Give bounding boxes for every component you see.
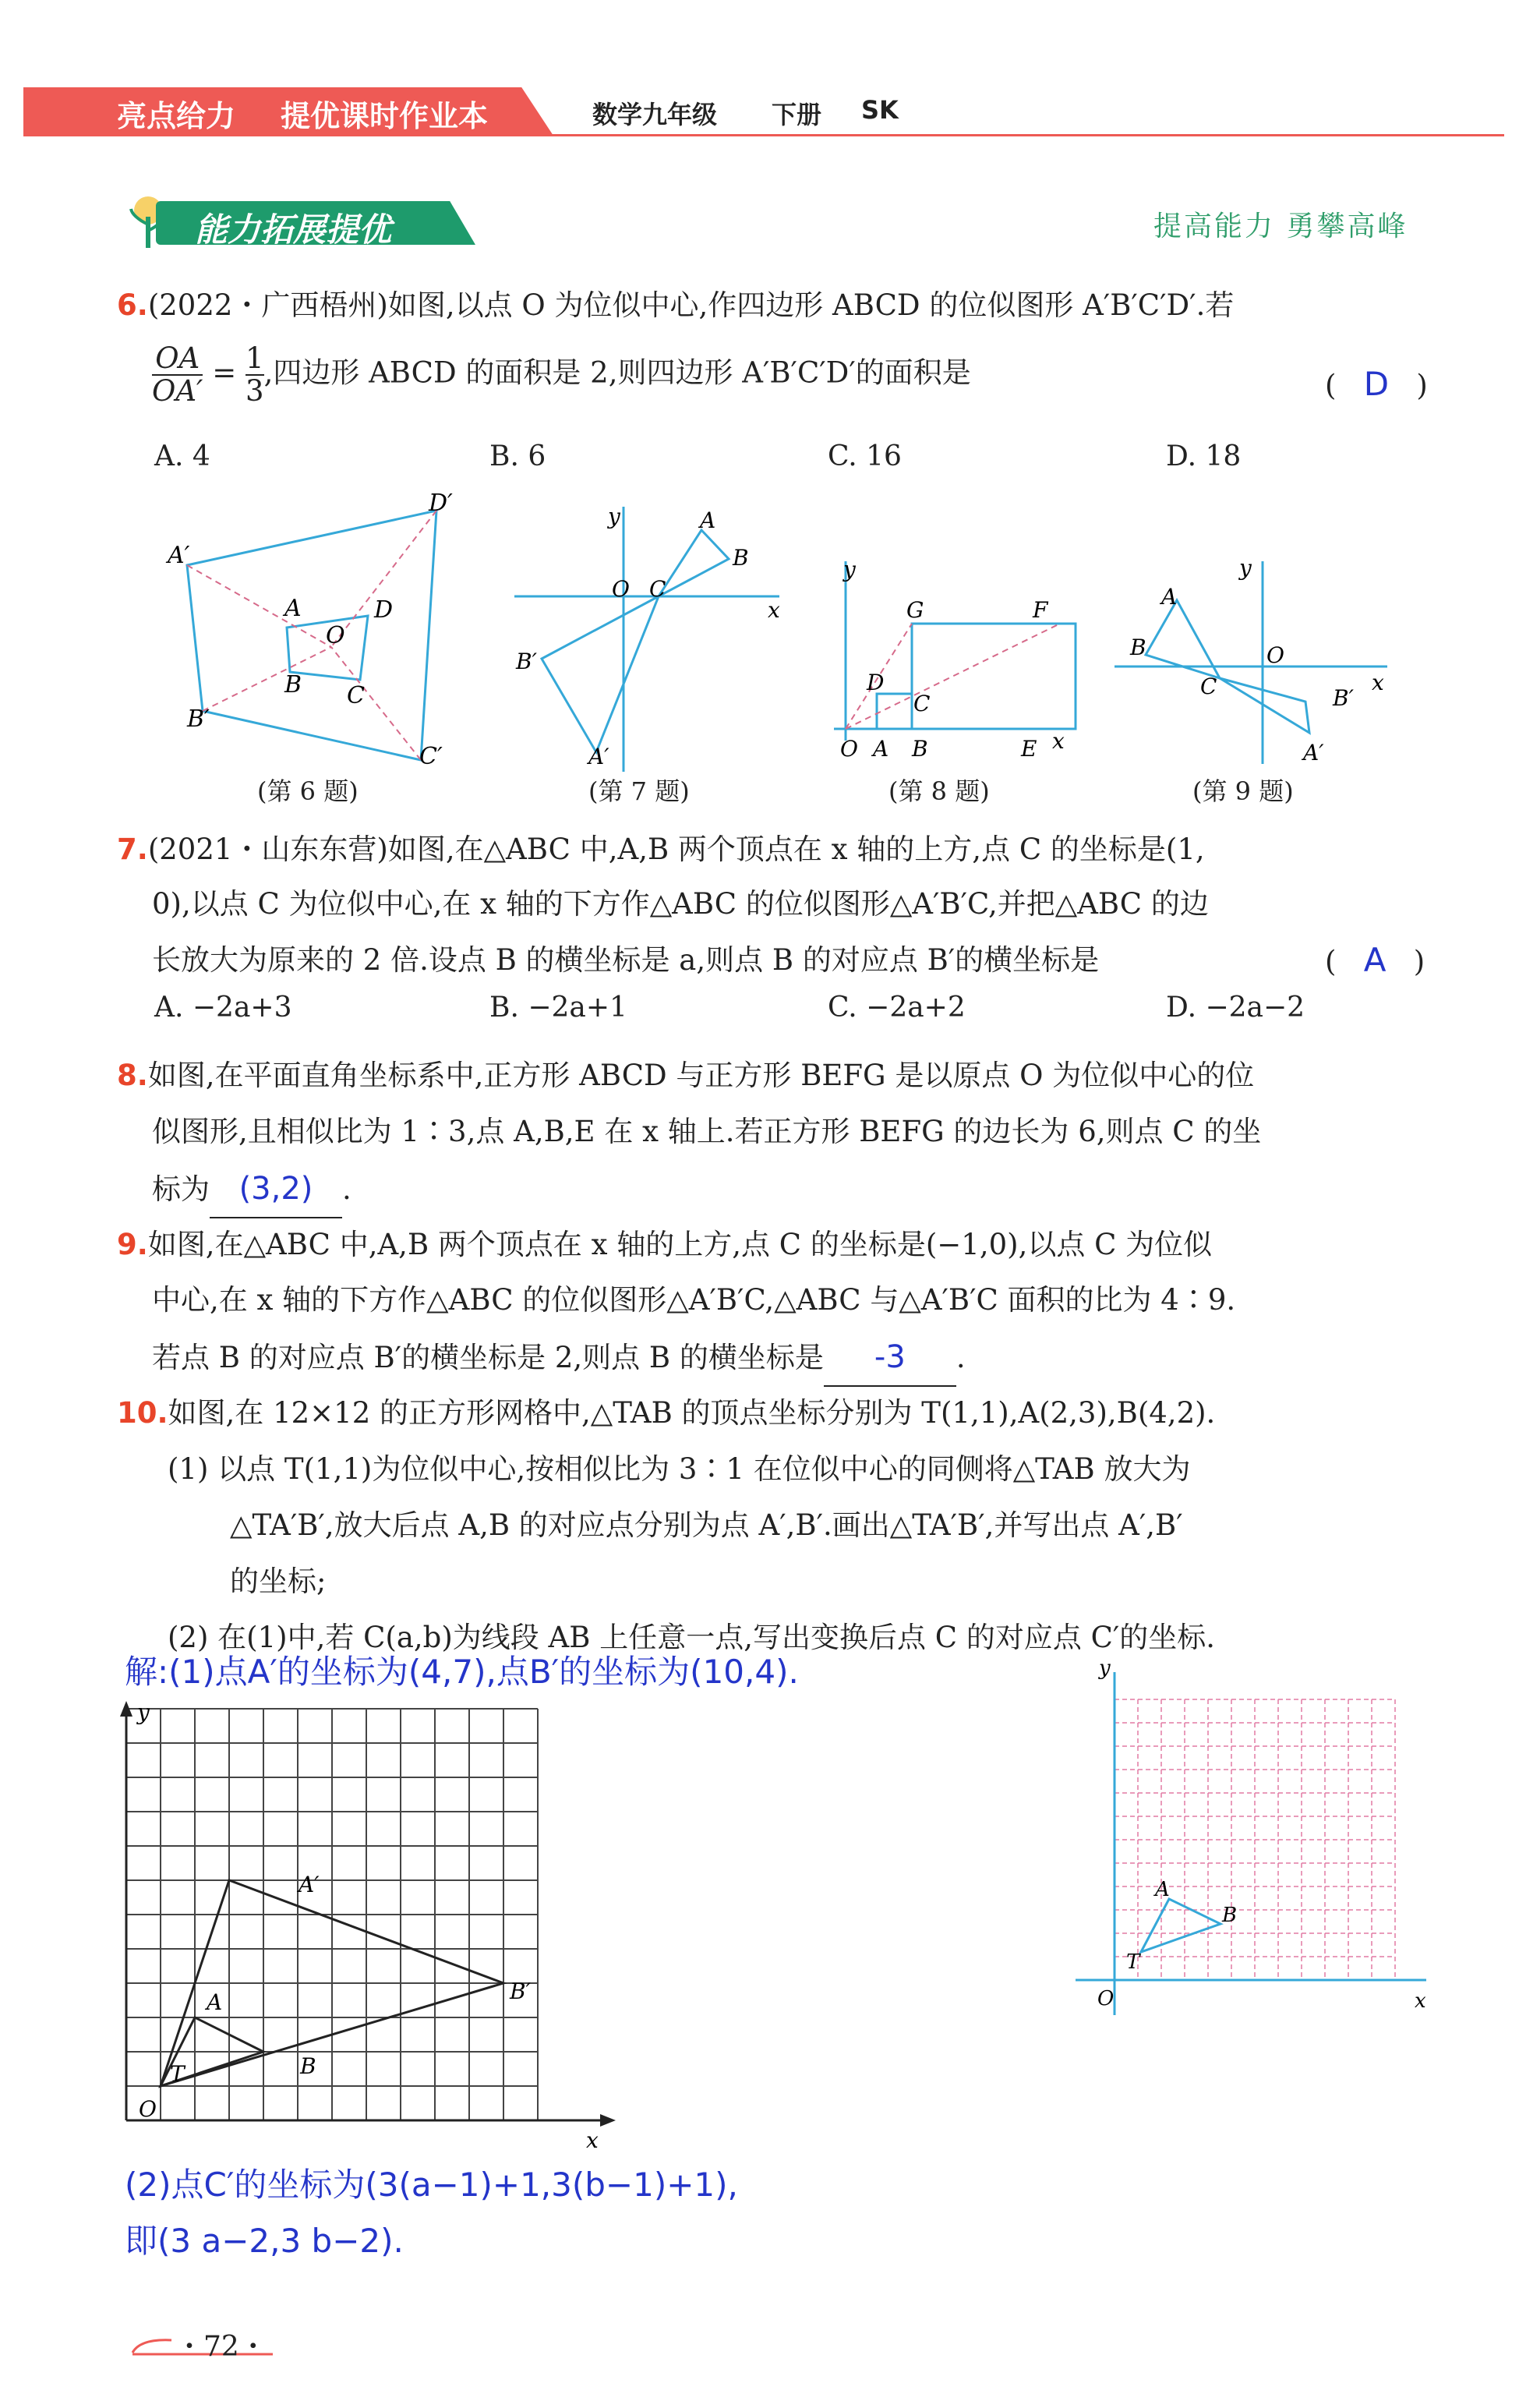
svg-text:y: y: [137, 1699, 150, 1725]
svg-text:y: y: [608, 504, 620, 529]
book-title: 提优课时作业本: [281, 99, 489, 133]
svg-text:B′: B′: [510, 1978, 531, 2004]
question-10-part1c: 的坐标;: [230, 1565, 327, 1598]
question-9-line2: 中心,在 x 轴的下方作△ABC 的位似图形△A′B′C,△ABC 与△A′B′C 面积的比为 4∶9.: [152, 1283, 1236, 1317]
page-number: ・72・: [175, 2331, 267, 2363]
svg-text:B′: B′: [516, 649, 537, 674]
svg-text:O: O: [840, 736, 858, 762]
caption-fig7: (第 7 题): [588, 776, 690, 806]
svg-text:A: A: [284, 595, 302, 622]
question-6-line2: $\frac{OA}{OA'}$ = $\frac{1}{3}$ ,四边形 ABCD 的面积是 2,则四边形 A′B′C′D′的面积是: [152, 341, 971, 408]
question-7-line2: 0),以点 C 为位似中心,在 x 轴的下方作△ABC 的位似图形△A′B′C,并把△ABC 的边: [152, 887, 1209, 921]
svg-text:O: O: [1266, 642, 1284, 668]
header-rule: [23, 134, 1504, 136]
volume: 下册: [772, 100, 822, 129]
svg-text:A: A: [873, 736, 889, 762]
option-c: C. 16: [828, 440, 902, 472]
question-7-line1: 7.(2021・山东东营)如图,在△ABC 中,A,B 两个顶点在 x 轴的上方,点 C 的坐标是(1,: [117, 833, 1205, 866]
svg-text:F: F: [1033, 597, 1048, 623]
svg-text:D: D: [374, 596, 394, 624]
fraction-oa: $\frac{OA}{OA'}$: [152, 341, 203, 408]
section-motto: 提高能力 勇攀高峰: [1153, 210, 1408, 242]
svg-text:B: B: [284, 671, 302, 698]
question-10-part2: (2) 在(1)中,若 C(a,b)为线段 AB 上任意一点,写出变换后点 C 的对应点 C′的坐标.: [168, 1621, 1216, 1654]
figure-8: [826, 546, 1083, 772]
svg-text:D: D: [867, 670, 885, 695]
question-8-line3: 标为 (3,2) .: [152, 1162, 351, 1218]
svg-text:O: O: [326, 622, 345, 649]
q8-answer: (3,2): [238, 1171, 313, 1207]
svg-text:x: x: [586, 2127, 599, 2153]
question-10-line1: 10.如图,在 12×12 的正方形网格中,△TAB 的顶点坐标分别为 T(1,1),A(2,3),B(4,2).: [117, 1396, 1216, 1430]
svg-text:A: A: [207, 1989, 223, 2015]
svg-text:G: G: [906, 597, 924, 623]
option-a: A. 4: [154, 440, 210, 472]
question-9-line3: 若点 B 的对应点 B′的横坐标是 2,则点 B 的横坐标是 -3 .: [152, 1330, 966, 1387]
svg-text:A: A: [700, 507, 716, 533]
figure-7: [499, 491, 795, 772]
q9-answer: -3: [874, 1339, 906, 1375]
caption-fig6: (第 6 题): [257, 776, 359, 806]
svg-text:y: y: [1239, 555, 1252, 581]
svg-text:x: x: [1415, 1989, 1426, 2013]
option-b: B. 6: [489, 440, 546, 472]
question-8-line2: 似图形,且相似比为 1∶3,点 A,B,E 在 x 轴上.若正方形 BEFG 的边长为 6,则点 C 的坐: [152, 1115, 1262, 1148]
svg-text:O: O: [1097, 1987, 1115, 2010]
svg-text:O: O: [139, 2096, 157, 2122]
caption-fig9: (第 9 题): [1192, 776, 1294, 806]
original-grid-figure: [1068, 1653, 1434, 2019]
svg-text:B: B: [1130, 635, 1146, 660]
svg-text:x: x: [1052, 728, 1065, 754]
caption-fig8: (第 8 题): [888, 776, 990, 806]
question-9-line1: 9.如图,在△ABC 中,A,B 两个顶点在 x 轴的上方,点 C 的坐标是(−1,0),以点 C 为位似: [117, 1228, 1213, 1261]
svg-text:B: B: [300, 2053, 316, 2079]
svg-text:O: O: [612, 576, 630, 602]
svg-text:y: y: [843, 557, 856, 582]
svg-text:T: T: [170, 2061, 185, 2087]
q7-option-d: D. −2a−2: [1166, 992, 1305, 1024]
question-10-part1a: (1) 以点 T(1,1)为位似中心,按相似比为 3∶1 在位似中心的同侧将△TAB 放大为: [168, 1452, 1191, 1486]
svg-text:A′: A′: [299, 1872, 320, 1897]
section-title: 能力拓展提优: [195, 210, 392, 249]
svg-text:A′: A′: [1303, 740, 1324, 766]
svg-text:A′: A′: [588, 744, 609, 769]
svg-text:C: C: [913, 691, 931, 716]
q7-option-b: B. −2a+1: [489, 992, 627, 1024]
edition: SK: [861, 95, 899, 125]
brand-name: 亮点给力: [117, 99, 236, 133]
fraction-one-third: $\frac{1}{3}$: [246, 341, 264, 408]
svg-text:C: C: [1200, 674, 1217, 699]
solution-line3: 即(3 a−2,3 b−2).: [125, 2222, 404, 2260]
svg-text:T: T: [1126, 1950, 1140, 1974]
svg-text:C: C: [649, 576, 666, 602]
svg-text:B: B: [733, 545, 749, 571]
solution-line1: 解:(1)点A′的坐标为(4,7),点B′的坐标为(10,4).: [125, 1653, 799, 1691]
svg-text:A′: A′: [168, 542, 190, 569]
figure-9: [1107, 546, 1403, 772]
question-8-line1: 8.如图,在平面直角坐标系中,正方形 ABCD 与正方形 BEFG 是以原点 O 为位似中心的位: [117, 1059, 1255, 1092]
svg-text:A: A: [1155, 1878, 1170, 1901]
svg-text:B′: B′: [187, 705, 210, 733]
svg-text:B: B: [1222, 1904, 1238, 1927]
question-7-line3: 长放大为原来的 2 倍.设点 B 的横坐标是 a,则点 B 的对应点 B′的横坐标是: [152, 943, 1100, 977]
svg-text:y: y: [1099, 1657, 1111, 1680]
answer-d: D: [1363, 365, 1390, 403]
svg-text:E: E: [1021, 736, 1037, 762]
answer-grid-figure: [117, 1699, 623, 2153]
question-7-answer: ( A ): [1325, 941, 1425, 979]
question-6-line1: 6.(2022・广西梧州)如图,以点 O 为位似中心,作四边形 ABCD 的位似图形 A′B′C′D′.若: [117, 288, 1235, 322]
question-10-part1b: △TA′B′,放大后点 A,B 的对应点分别为点 A′,B′.画出△TA′B′,并写出点 A′,B′: [230, 1508, 1183, 1542]
svg-text:x: x: [1372, 670, 1384, 695]
question-6-answer: ( D ): [1325, 365, 1428, 403]
svg-text:A: A: [1161, 584, 1178, 610]
question-number: 6.: [117, 288, 148, 322]
svg-text:C: C: [347, 682, 365, 709]
solution-line2: (2)点C′的坐标为(3(a−1)+1,3(b−1)+1),: [125, 2166, 738, 2204]
q7-option-c: C. −2a+2: [828, 992, 966, 1024]
figure-6: [156, 491, 483, 772]
subject-grade: 数学九年级: [592, 100, 718, 129]
svg-text:B′: B′: [1333, 685, 1354, 711]
svg-text:C′: C′: [419, 743, 443, 770]
svg-text:D′: D′: [429, 490, 453, 517]
svg-text:x: x: [768, 597, 780, 623]
svg-text:B: B: [912, 736, 928, 762]
option-d: D. 18: [1166, 440, 1242, 472]
q7-option-a: A. −2a+3: [154, 992, 292, 1024]
